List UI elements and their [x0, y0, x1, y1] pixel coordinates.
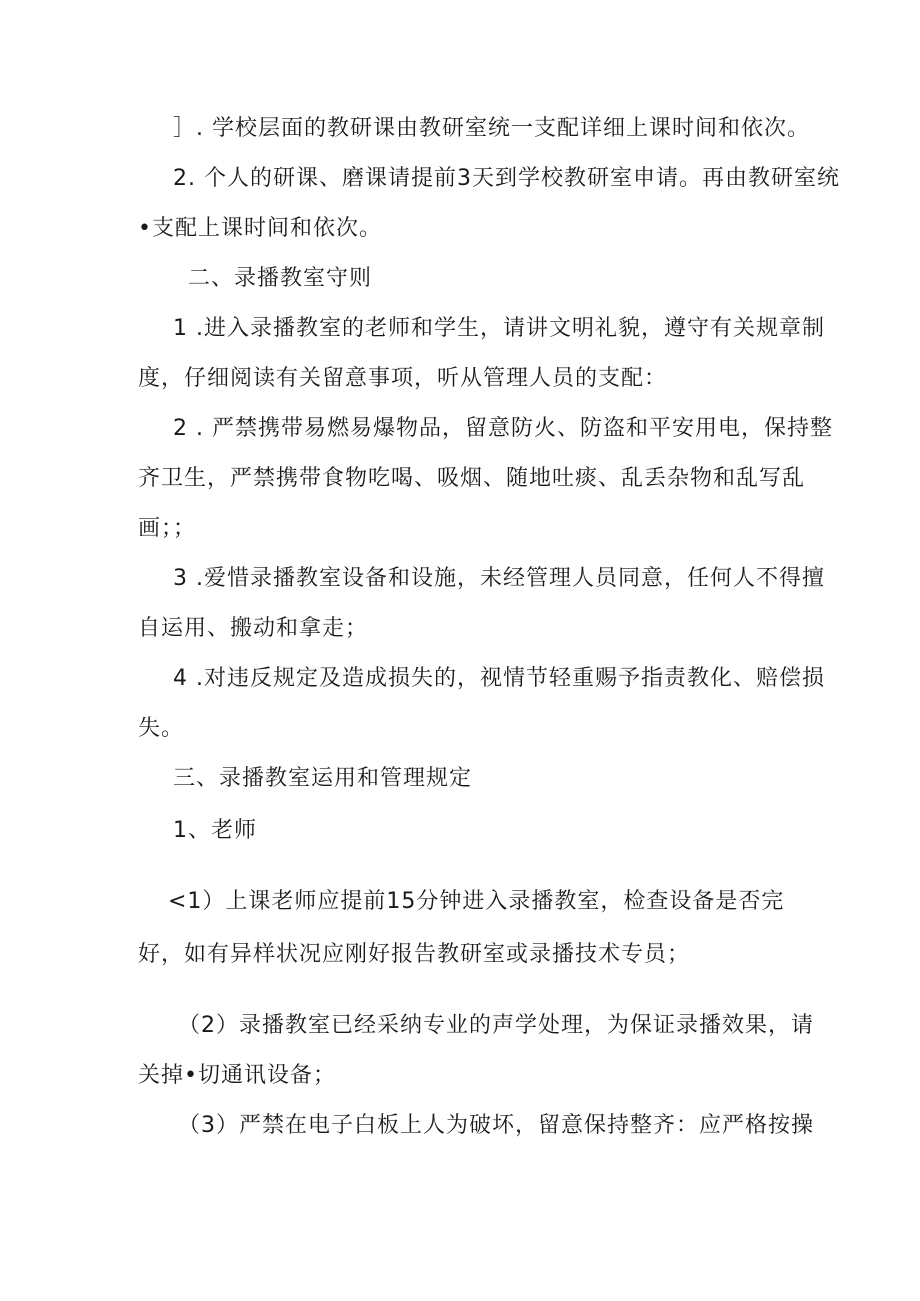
paragraph-line: 画；； [138, 516, 197, 541]
paragraph-line: 4 .对违反规定及造成损失的，视情节轻重赐予指责教化、赔偿损 [173, 666, 825, 691]
paragraph-line: 2. 个人的研课、磨课请提前3天到学校教研室申请。再由教研室统 [173, 166, 840, 191]
paragraph-line: 好，如有异样状况应刚好报告教研室或录播技术专员； [138, 942, 691, 967]
paragraph-line: 3 .爱惜录播教室设备和设施，未经管理人员同意，任何人不得擅 [173, 566, 825, 591]
paragraph-line: 度，仔细阅读有关留意事项，听从管理人员的支配： [138, 366, 668, 391]
paragraph-line: 关掉•切通讯设备； [138, 1063, 336, 1088]
paragraph-line: ］. 学校层面的教研课由教研室统一支配详细上课时间和依次。 [173, 116, 810, 141]
section-heading: 二、录播教室守则 [188, 266, 373, 291]
paragraph-line: •支配上课时间和依次。 [138, 216, 382, 241]
paragraph-line: 齐卫生，严禁携带食物吃喝、吸烟、随地吐痰、乱丢杂物和乱写乱 [138, 466, 806, 491]
paragraph-line: （2）录播教室已经采纳专业的声学处理，为保证录播效果，请 [178, 1013, 814, 1038]
paragraph-line: 失。 [138, 716, 185, 741]
paragraph-line: <1）上课老师应提前15分钟进入录播教室，检查设备是否完 [168, 889, 785, 914]
subsection-heading: 1、老师 [173, 818, 257, 843]
paragraph-line: 2 . 严禁携带易燃易爆物品，留意防火、防盗和平安用电，保持整 [173, 416, 833, 441]
paragraph-line: （3）严禁在电子白板上人为破坏，留意保持整齐：应严格按操 [178, 1113, 814, 1138]
paragraph-line: 自运用、搬动和拿走； [138, 616, 369, 641]
paragraph-line: 1 .进入录播教室的老师和学生，请讲文明礼貌，遵守有关规章制 [173, 316, 825, 341]
section-heading: 三、录播教室运用和管理规定 [173, 766, 473, 791]
